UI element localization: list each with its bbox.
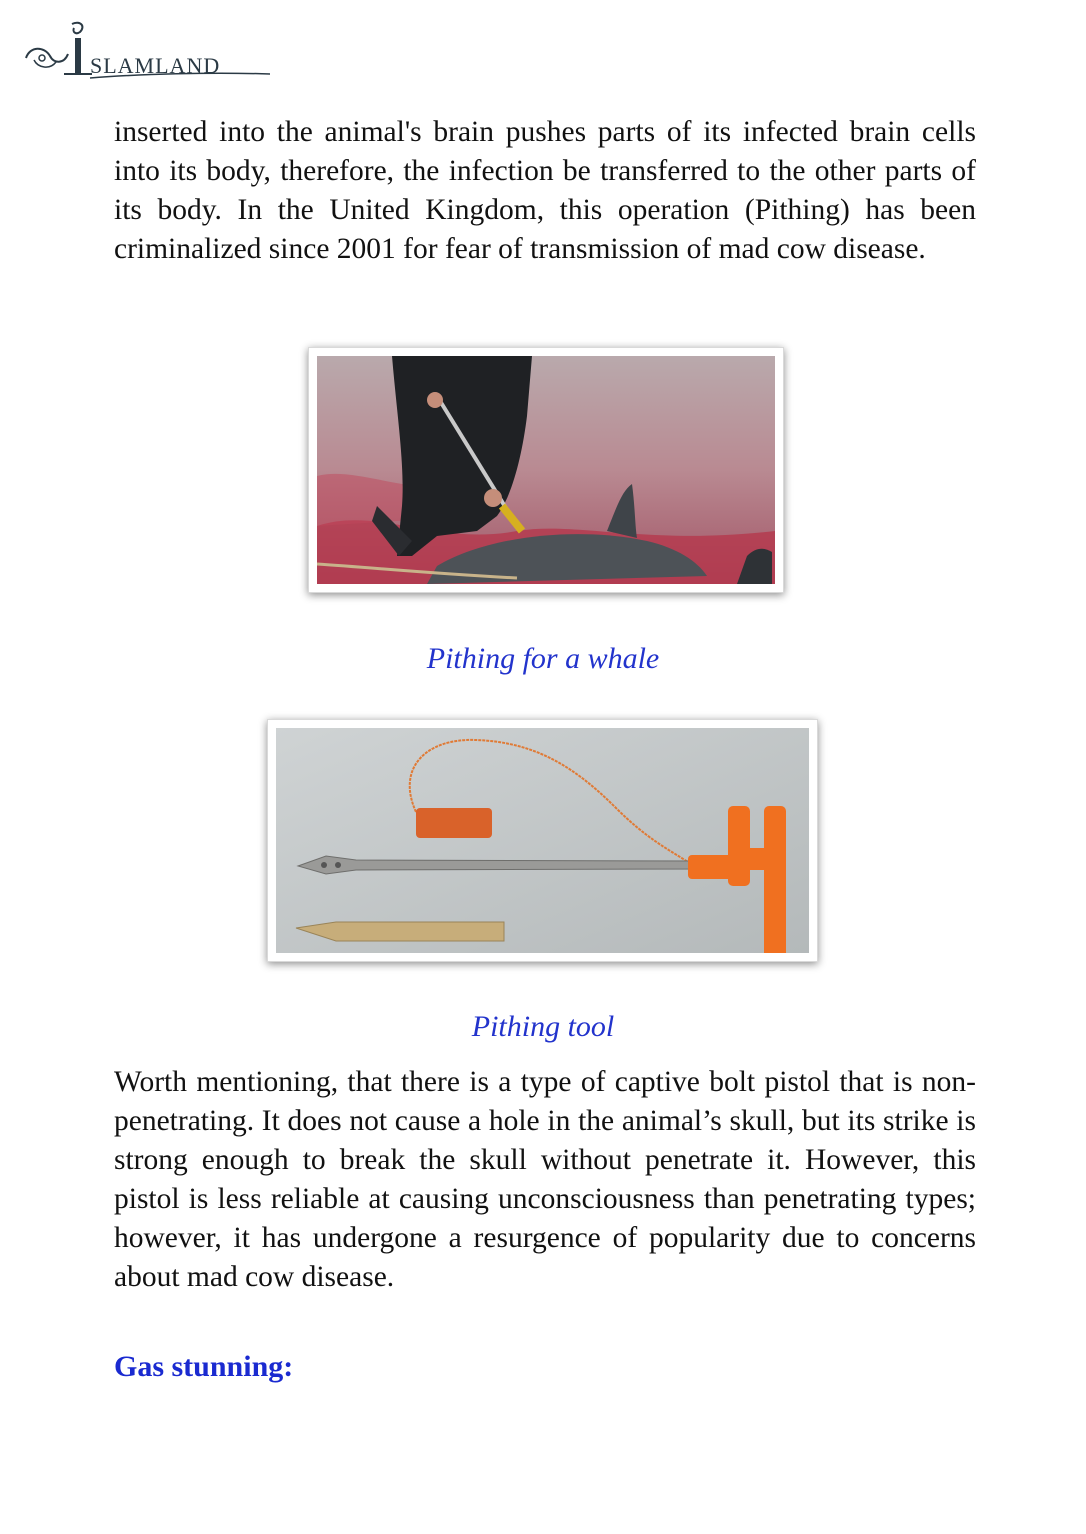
islamland-logo — [20, 16, 280, 86]
whale-pithing-image — [317, 356, 775, 584]
pithing-tool-image — [276, 728, 809, 953]
body-paragraph-1: inserted into the animal's brain pushes parts of its infected brain cells into its body, therefore, the infection be transferred to the other parts of its body. In the United Kingdom, this operation (Pithing) has been criminalized since 2001 for fear of transmission of mad cow disease. — [114, 116, 976, 265]
logo-wordmark: SLAMLAND — [90, 53, 221, 78]
body-paragraph-2: Worth mentioning, that there is a type of captive bolt pistol that is non-penetrating. It does not cause a hole in the animal’s skull, but its strike is strong enough to break the skull without penetrate it. However, this pistol is less reliable at causing unconsciousness than penetrating types; however, it has undergone a resurgence of popularity due to concerns about mad cow disease. — [114, 1066, 976, 1293]
whale-pithing-photo — [308, 347, 784, 593]
figure-1-caption: Pithing for a whale — [426, 642, 660, 675]
figure-2-caption: Pithing tool — [471, 1010, 615, 1043]
section-heading: Gas stunning: — [114, 1350, 294, 1383]
pithing-tool-photo — [267, 719, 818, 962]
